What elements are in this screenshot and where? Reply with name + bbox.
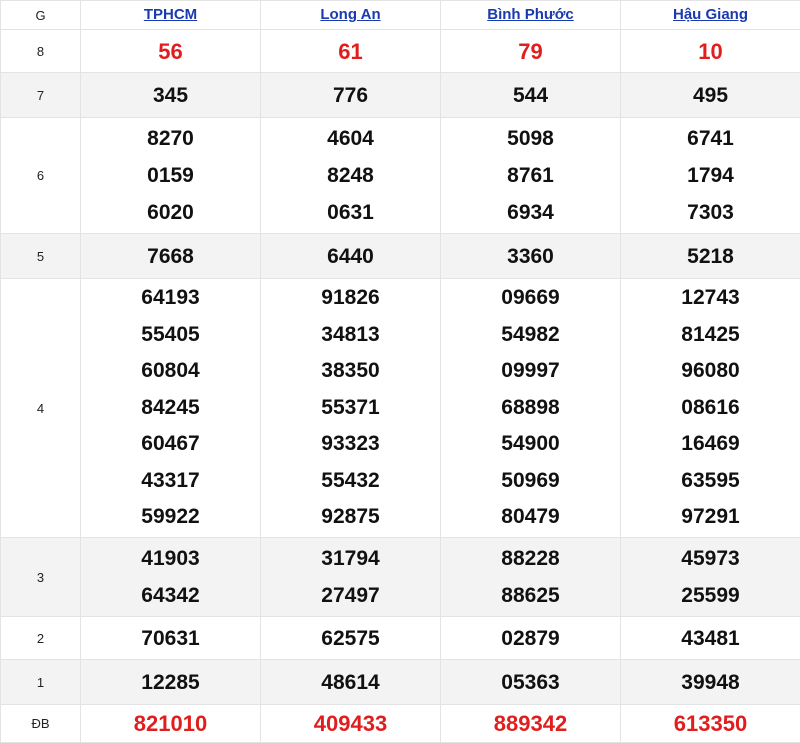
result-cell [441, 234, 621, 279]
result-number: 4604 [261, 120, 440, 157]
result-cell [261, 538, 441, 617]
prize-label: 2 [1, 617, 81, 660]
result-number: 6440 [261, 238, 440, 275]
result-number: 63595 [621, 463, 800, 500]
result-number: 68898 [441, 390, 620, 427]
result-number: 5218 [621, 238, 800, 275]
result-number: 08616 [621, 390, 800, 427]
result-cell [621, 660, 800, 705]
result-number: 6934 [441, 194, 620, 231]
province-link[interactable]: Hậu Giang [673, 6, 748, 23]
prize-row-1 [1, 660, 800, 705]
result-number: 25599 [621, 577, 800, 614]
result-number: 889342 [441, 705, 620, 742]
prize-label: ĐB [1, 705, 81, 743]
province-link[interactable]: Long An [320, 6, 380, 23]
result-number: 8270 [81, 120, 260, 157]
result-number: 41903 [81, 540, 260, 577]
result-number: 56 [81, 33, 260, 70]
result-number: 821010 [81, 705, 260, 742]
prize-row-special [1, 705, 800, 743]
prize-row-7 [1, 73, 800, 118]
result-cell [621, 617, 800, 660]
result-number: 59922 [81, 499, 260, 536]
result-cell [81, 279, 261, 538]
result-cell [261, 30, 441, 73]
result-cell [81, 660, 261, 705]
prize-label: 6 [1, 118, 81, 234]
result-cell [261, 118, 441, 234]
result-cell [621, 118, 800, 234]
result-number: 6741 [621, 120, 800, 157]
prize-label: 1 [1, 660, 81, 705]
result-number: 7668 [81, 238, 260, 275]
result-number: 61 [261, 33, 440, 70]
result-number: 09997 [441, 353, 620, 390]
result-cell [621, 234, 800, 279]
prize-row-6 [1, 118, 800, 234]
result-cell [621, 538, 800, 617]
prize-row-2 [1, 617, 800, 660]
province-header-tphcm [81, 1, 261, 30]
prize-column-header: G [1, 1, 81, 30]
result-number: 12743 [621, 280, 800, 317]
result-number: 81425 [621, 317, 800, 354]
prize-row-3 [1, 538, 800, 617]
result-cell [441, 30, 621, 73]
result-number: 0159 [81, 157, 260, 194]
result-number: 8248 [261, 157, 440, 194]
result-number: 345 [81, 77, 260, 114]
result-cell [441, 279, 621, 538]
result-number: 60467 [81, 426, 260, 463]
result-number: 96080 [621, 353, 800, 390]
result-cell [621, 73, 800, 118]
result-number: 05363 [441, 664, 620, 701]
prize-label: 5 [1, 234, 81, 279]
result-number: 64342 [81, 577, 260, 614]
result-cell [81, 538, 261, 617]
result-cell [441, 118, 621, 234]
result-number: 88625 [441, 577, 620, 614]
result-cell [81, 73, 261, 118]
province-header-binh-phuoc [441, 1, 621, 30]
result-number: 70631 [81, 620, 260, 657]
result-number: 8761 [441, 157, 620, 194]
result-cell [621, 30, 800, 73]
result-number: 54900 [441, 426, 620, 463]
result-cell [81, 234, 261, 279]
result-number: 495 [621, 77, 800, 114]
result-number: 92875 [261, 499, 440, 536]
province-header-long-an [261, 1, 441, 30]
result-cell [621, 705, 800, 743]
result-number: 34813 [261, 317, 440, 354]
result-number: 776 [261, 77, 440, 114]
result-number: 48614 [261, 664, 440, 701]
result-number: 31794 [261, 540, 440, 577]
result-number: 43481 [621, 620, 800, 657]
result-number: 1794 [621, 157, 800, 194]
result-cell [261, 279, 441, 538]
result-cell [261, 705, 441, 743]
result-cell [441, 538, 621, 617]
result-number: 97291 [621, 499, 800, 536]
result-number: 88228 [441, 540, 620, 577]
result-number: 613350 [621, 705, 800, 742]
result-number: 60804 [81, 353, 260, 390]
result-cell [261, 73, 441, 118]
result-number: 43317 [81, 463, 260, 500]
prize-label: 8 [1, 30, 81, 73]
result-number: 7303 [621, 194, 800, 231]
province-header-hau-giang [621, 1, 800, 30]
result-number: 64193 [81, 280, 260, 317]
result-cell [261, 617, 441, 660]
result-number: 38350 [261, 353, 440, 390]
result-number: 6020 [81, 194, 260, 231]
result-cell [441, 73, 621, 118]
result-cell [441, 705, 621, 743]
result-number: 544 [441, 77, 620, 114]
result-number: 55371 [261, 390, 440, 427]
result-number: 409433 [261, 705, 440, 742]
result-number: 09669 [441, 280, 620, 317]
result-number: 62575 [261, 620, 440, 657]
result-cell [261, 234, 441, 279]
result-number: 45973 [621, 540, 800, 577]
result-cell [81, 118, 261, 234]
result-number: 50969 [441, 463, 620, 500]
result-number: 93323 [261, 426, 440, 463]
result-number: 16469 [621, 426, 800, 463]
result-cell [261, 660, 441, 705]
result-number: 79 [441, 33, 620, 70]
result-number: 80479 [441, 499, 620, 536]
result-number: 10 [621, 33, 800, 70]
prize-label: 4 [1, 279, 81, 538]
result-cell [81, 705, 261, 743]
province-link[interactable]: Bình Phước [487, 6, 574, 23]
result-cell [81, 30, 261, 73]
result-number: 84245 [81, 390, 260, 427]
result-number: 0631 [261, 194, 440, 231]
result-number: 3360 [441, 238, 620, 275]
result-number: 91826 [261, 280, 440, 317]
header-row [1, 1, 800, 30]
result-number: 02879 [441, 620, 620, 657]
prize-label: 3 [1, 538, 81, 617]
result-cell [81, 617, 261, 660]
result-cell [621, 279, 800, 538]
result-cell [441, 617, 621, 660]
result-number: 5098 [441, 120, 620, 157]
prize-row-5 [1, 234, 800, 279]
prize-label: 7 [1, 73, 81, 118]
result-number: 27497 [261, 577, 440, 614]
prize-row-8 [1, 30, 800, 73]
result-number: 12285 [81, 664, 260, 701]
result-cell [441, 660, 621, 705]
prize-row-4 [1, 279, 800, 538]
result-number: 55432 [261, 463, 440, 500]
result-number: 55405 [81, 317, 260, 354]
result-number: 39948 [621, 664, 800, 701]
province-link[interactable]: TPHCM [144, 6, 197, 23]
result-number: 54982 [441, 317, 620, 354]
